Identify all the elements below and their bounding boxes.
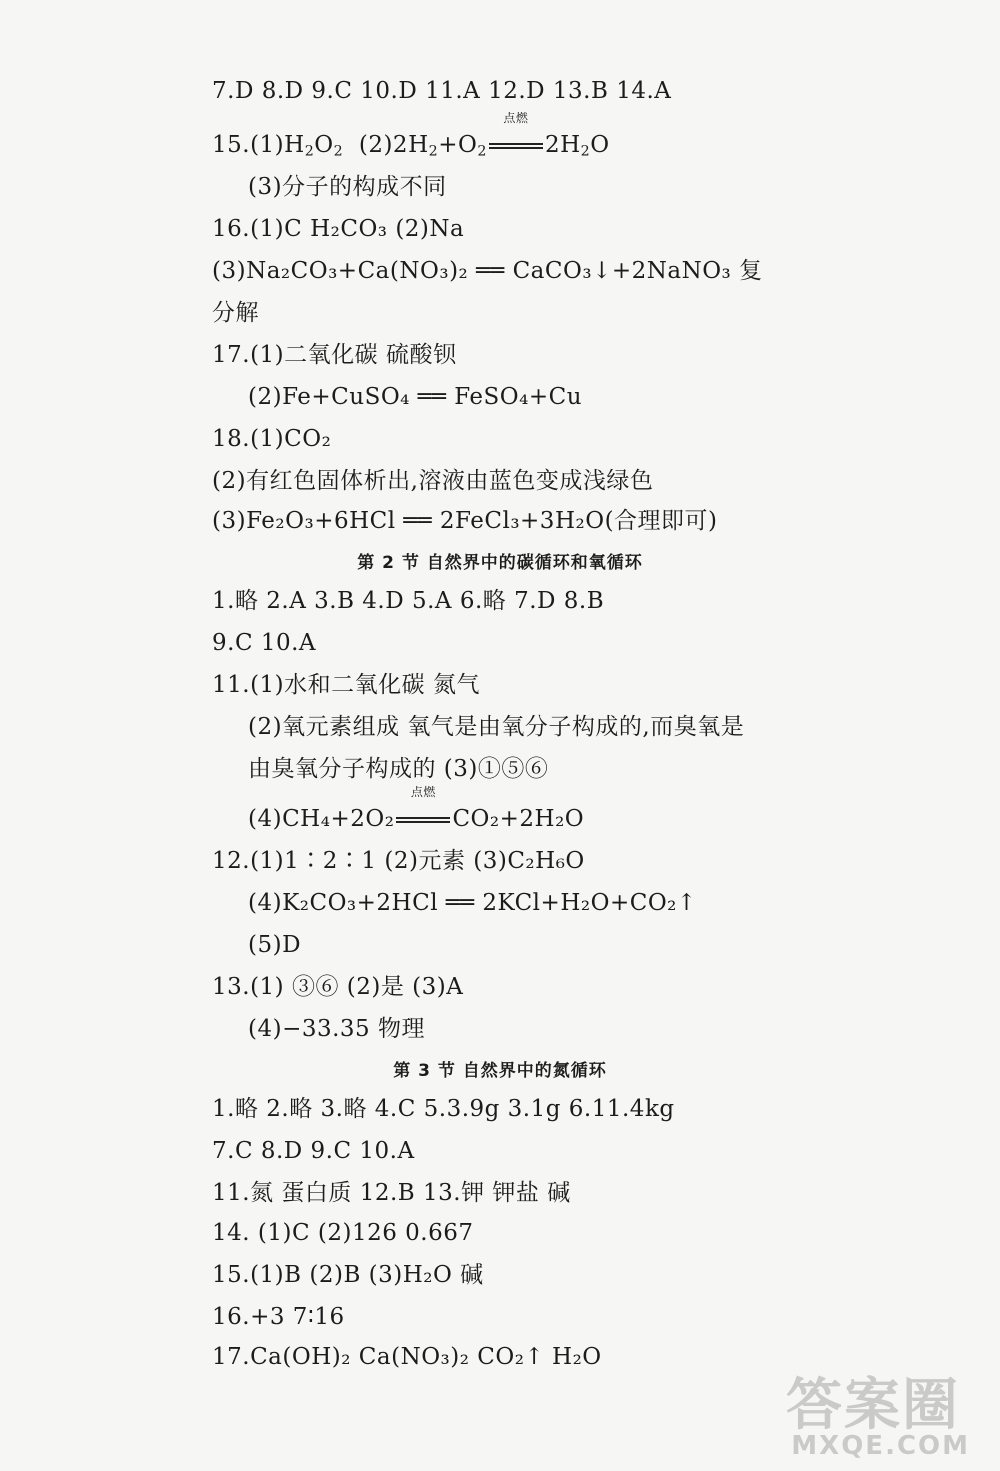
s2-line-11-2: (2)氧元素组成 氧气是由氧分子构成的,而臭氧是 [248,714,745,740]
s3-line-4: 14. (1)C (2)126 0.667 [212,1220,474,1246]
s2-line-13: 13.(1) ③⑥ (2)是 (3)A [212,974,464,1000]
answer-line-16-3: (3)Na₂CO₃+Ca(NO₃)₂ ══ CaCO₃↓+2NaNO₃ 复 [212,258,763,284]
s2-line-1: 1.略 2.A 3.B 4.D 5.A 6.略 7.D 8.B [212,588,605,614]
answer-line-16: 16.(1)C H₂CO₃ (2)Na [212,216,465,242]
section-3-heading: 第 3 节 自然界中的氮循环 [393,1061,607,1081]
answer-line-15-3: (3)分子的构成不同 [248,174,447,200]
s3-line-3: 11.氮 蛋白质 12.B 13.钾 钾盐 碱 [212,1180,571,1206]
answer-line-18: 18.(1)CO₂ [212,426,332,452]
s3-line-5: 15.(1)B (2)B (3)H₂O 碱 [212,1262,484,1288]
reaction-equals-sign: 点燃 [487,130,545,160]
s3-line-6: 16.+3 7∶16 [212,1304,345,1330]
s3-line-2: 7.C 8.D 9.C 10.A [212,1138,415,1164]
s2-line-12-4: (4)K₂CO₃+2HCl ══ 2KCl+H₂O+CO₂↑ [248,890,697,916]
reaction-equals-sign: 点燃 [394,804,452,834]
answer-line-17: 17.(1)二氧化碳 硫酸钡 [212,342,457,368]
section-2-heading: 第 2 节 自然界中的碳循环和氧循环 [357,553,643,573]
s2-line-11: 11.(1)水和二氧化碳 氮气 [212,672,480,698]
answer-line-17-2: (2)Fe+CuSO₄ ══ FeSO₄+Cu [248,384,583,410]
answer-line-16-cont: 分解 [212,300,259,326]
s2-line-2: 9.C 10.A [212,630,317,656]
s2-line-11-3: 由臭氧分子构成的 (3)①⑤⑥ [248,756,549,782]
watermark-logo: 答案圈 MXQE.COM [786,1373,970,1461]
answer-line-7-14: 7.D 8.D 9.C 10.D 11.A 12.D 13.B 14.A [212,78,672,104]
answer-line-18-3: (3)Fe₂O₃+6HCl ══ 2FeCl₃+3H₂O(合理即可) [212,508,718,534]
s2-line-12: 12.(1)1∶2∶1 (2)元素 (3)C₂H₆O [212,848,585,874]
answer-line-18-2: (2)有红色固体析出,溶液由蓝色变成浅绿色 [212,468,654,494]
s2-line-11-4: (4)CH₄+2O₂ 点燃 CO₂+2H₂O [248,785,585,832]
answer-line-15: $15.(1)H_2O_2$ $(2)2H_2+O_2$ 点燃 $2H_2O$ [212,111,610,160]
s2-line-13-4: (4)−33.35 物理 [248,1016,426,1042]
s2-line-12-5: (5)D [248,932,302,958]
s3-line-1: 1.略 2.略 3.略 4.C 5.3.9g 3.1g 6.11.4kg [212,1096,675,1122]
s3-line-7: 17.Ca(OH)₂ Ca(NO₃)₂ CO₂↑ H₂O [212,1344,602,1370]
